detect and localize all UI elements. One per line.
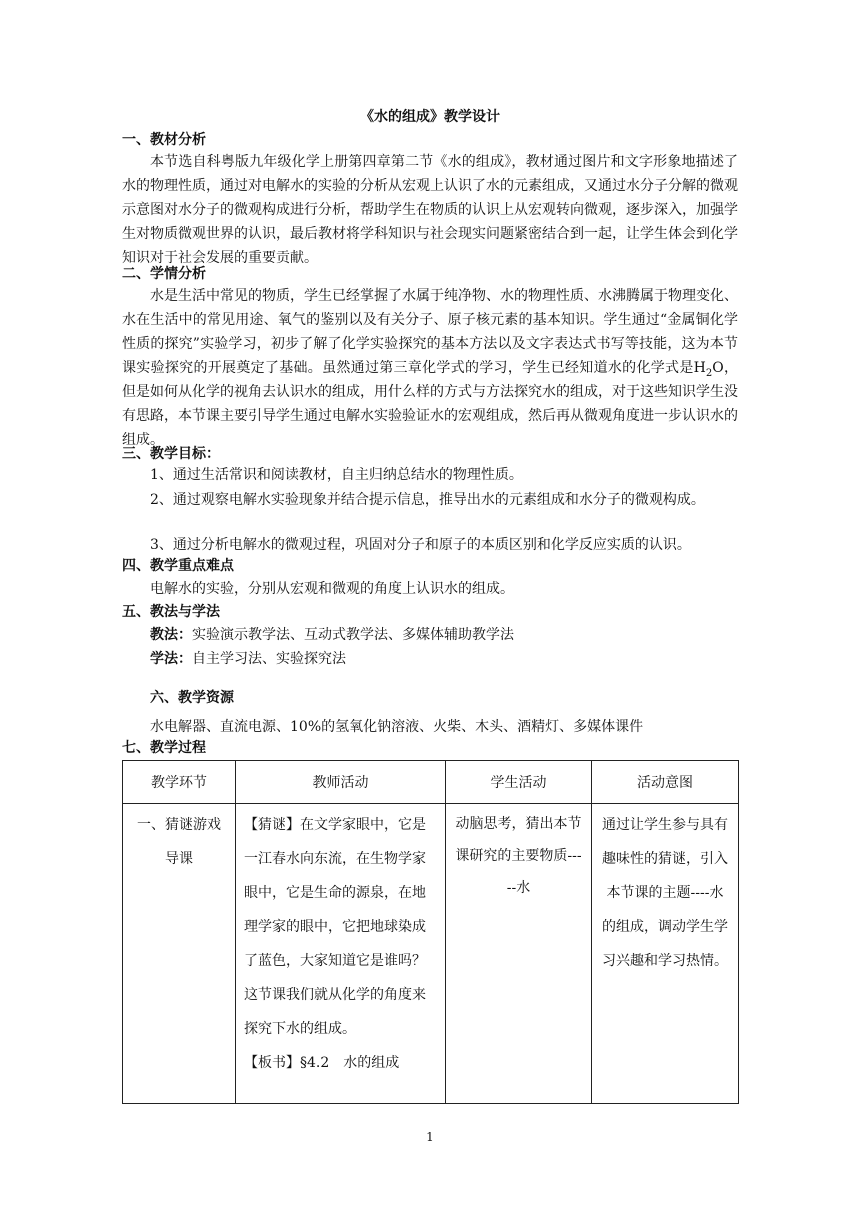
teaching-method-line: [150, 624, 514, 646]
section-text-student-analysis: [122, 284, 738, 452]
table-header-student: 学生活动: [446, 761, 592, 804]
cell-teacher-activity: 【猜谜】在文学家眼中，它是一江春水向东流，在生物学家眼中，它是生命的源泉，在地理学家的眼中，它把地球染成了蓝色，大家知道它是谁吗？这节课我们就从化学的角度来探究下水的组成。 【板书】§4.2 水的组成: [236, 804, 446, 1104]
water-formula: $H_2O$: [693, 360, 724, 379]
cell-stage: 一、猜谜游戏导课: [123, 804, 236, 1104]
section-heading-process: 七、教学过程: [122, 740, 206, 756]
section-heading-methods: 五、教法与学法: [122, 604, 220, 620]
student-analysis-text-before: 水是生活中常见的物质，学生已经掌握了水属于纯净物、水的物理性质、水沸腾属于物理变化、水在生活中的常见用途、氧气的鉴别以及有关分子、原子核元素的基本知识。学生通过“金属铜化学性质的探究”实验学习，初步了解了化学实验探究的基本方法以及文字表达式书写等技能，这为本节课实验探究的开展奠定了基础。虽然通过第三章化学式的学习，学生已经知道水的化学式是: [122, 288, 738, 376]
section-heading-student-analysis: 二、学情分析: [122, 266, 206, 282]
learning-method-line: [150, 648, 346, 670]
goal-item-1: 1、通过生活常识和阅读教材，自主归纳总结水的物理性质。: [150, 467, 523, 483]
table-header-row: [123, 761, 739, 804]
goal-item-3: 3、通过分析电解水的微观过程，巩固对分子和原子的本质区别和化学反应实质的认识。: [150, 537, 691, 553]
section-text-textbook-analysis: 本节选自科粤版九年级化学上册第四章第二节《水的组成》，教材通过图片和文字形象地描述了水的物理性质，通过对电解水的实验的分析从宏观上认识了水的元素组成，又通过水分子分解的微观示意图对水分子的微观构成进行分析，帮助学生在物质的认识上从宏观转向微观，逐步深入，加强学生对物质微观世界的认识，最后教材将学科知识与社会现实问题紧密结合到一起，让学生体会到化学知识对于社会发展的重要贡献。: [122, 154, 738, 266]
section-heading-resources: 六、教学资源: [150, 690, 234, 706]
goal-item-2: 2、通过观察电解水实验现象并结合提示信息，推导出水的元素组成和水分子的微观构成。: [150, 492, 705, 508]
table-header-stage: 教学环节: [123, 761, 236, 804]
section-heading-key-points: 四、教学重点难点: [122, 558, 234, 574]
document-title: 《水的组成》教学设计: [360, 109, 500, 125]
board-note: 【板书】§4.2 水的组成: [244, 1055, 400, 1071]
table-row: [123, 804, 739, 1104]
cell-student-activity: 动脑思考，猜出本节课研究的主要物质-----水: [446, 804, 592, 1104]
student-analysis-text-after: ，但是如何从化学的视角去认识水的组成，用什么样的方式与方法探究水的组成，对于这些知识学生没有思路，本节课主要引导学生通过电解水实验验证水的宏观组成，然后再从微观角度进一步认识水的组成。: [122, 360, 739, 448]
table-header-teacher: 教师活动: [236, 761, 446, 804]
section-text-key-points: 电解水的实验，分别从宏观和微观的角度上认识水的组成。: [150, 581, 514, 597]
cell-activity-intent: 通过让学生参与具有趣味性的猜谜，引入本节课的主题----水的组成，调动学生学习兴趣和学习热情。: [592, 804, 739, 1104]
section-heading-textbook-analysis: 一、教材分析: [122, 132, 206, 148]
table-header-intent: 活动意图: [592, 761, 739, 804]
section-text-resources: 水电解器、直流电源、10%的氢氧化钠溶液、火柴、木头、酒精灯、多媒体课件: [150, 719, 644, 735]
page-number: 1: [426, 1130, 434, 1144]
learning-method-text: 自主学习法、实验探究法: [192, 651, 346, 667]
section-heading-teaching-goals: 三、教学目标：: [122, 446, 220, 462]
teaching-process-table: [122, 760, 739, 1104]
learning-method-label: 学法：: [150, 651, 192, 667]
teaching-method-text: 实验演示教学法、互动式教学法、多媒体辅助教学法: [192, 627, 514, 643]
teaching-method-label: 教法：: [150, 627, 192, 643]
